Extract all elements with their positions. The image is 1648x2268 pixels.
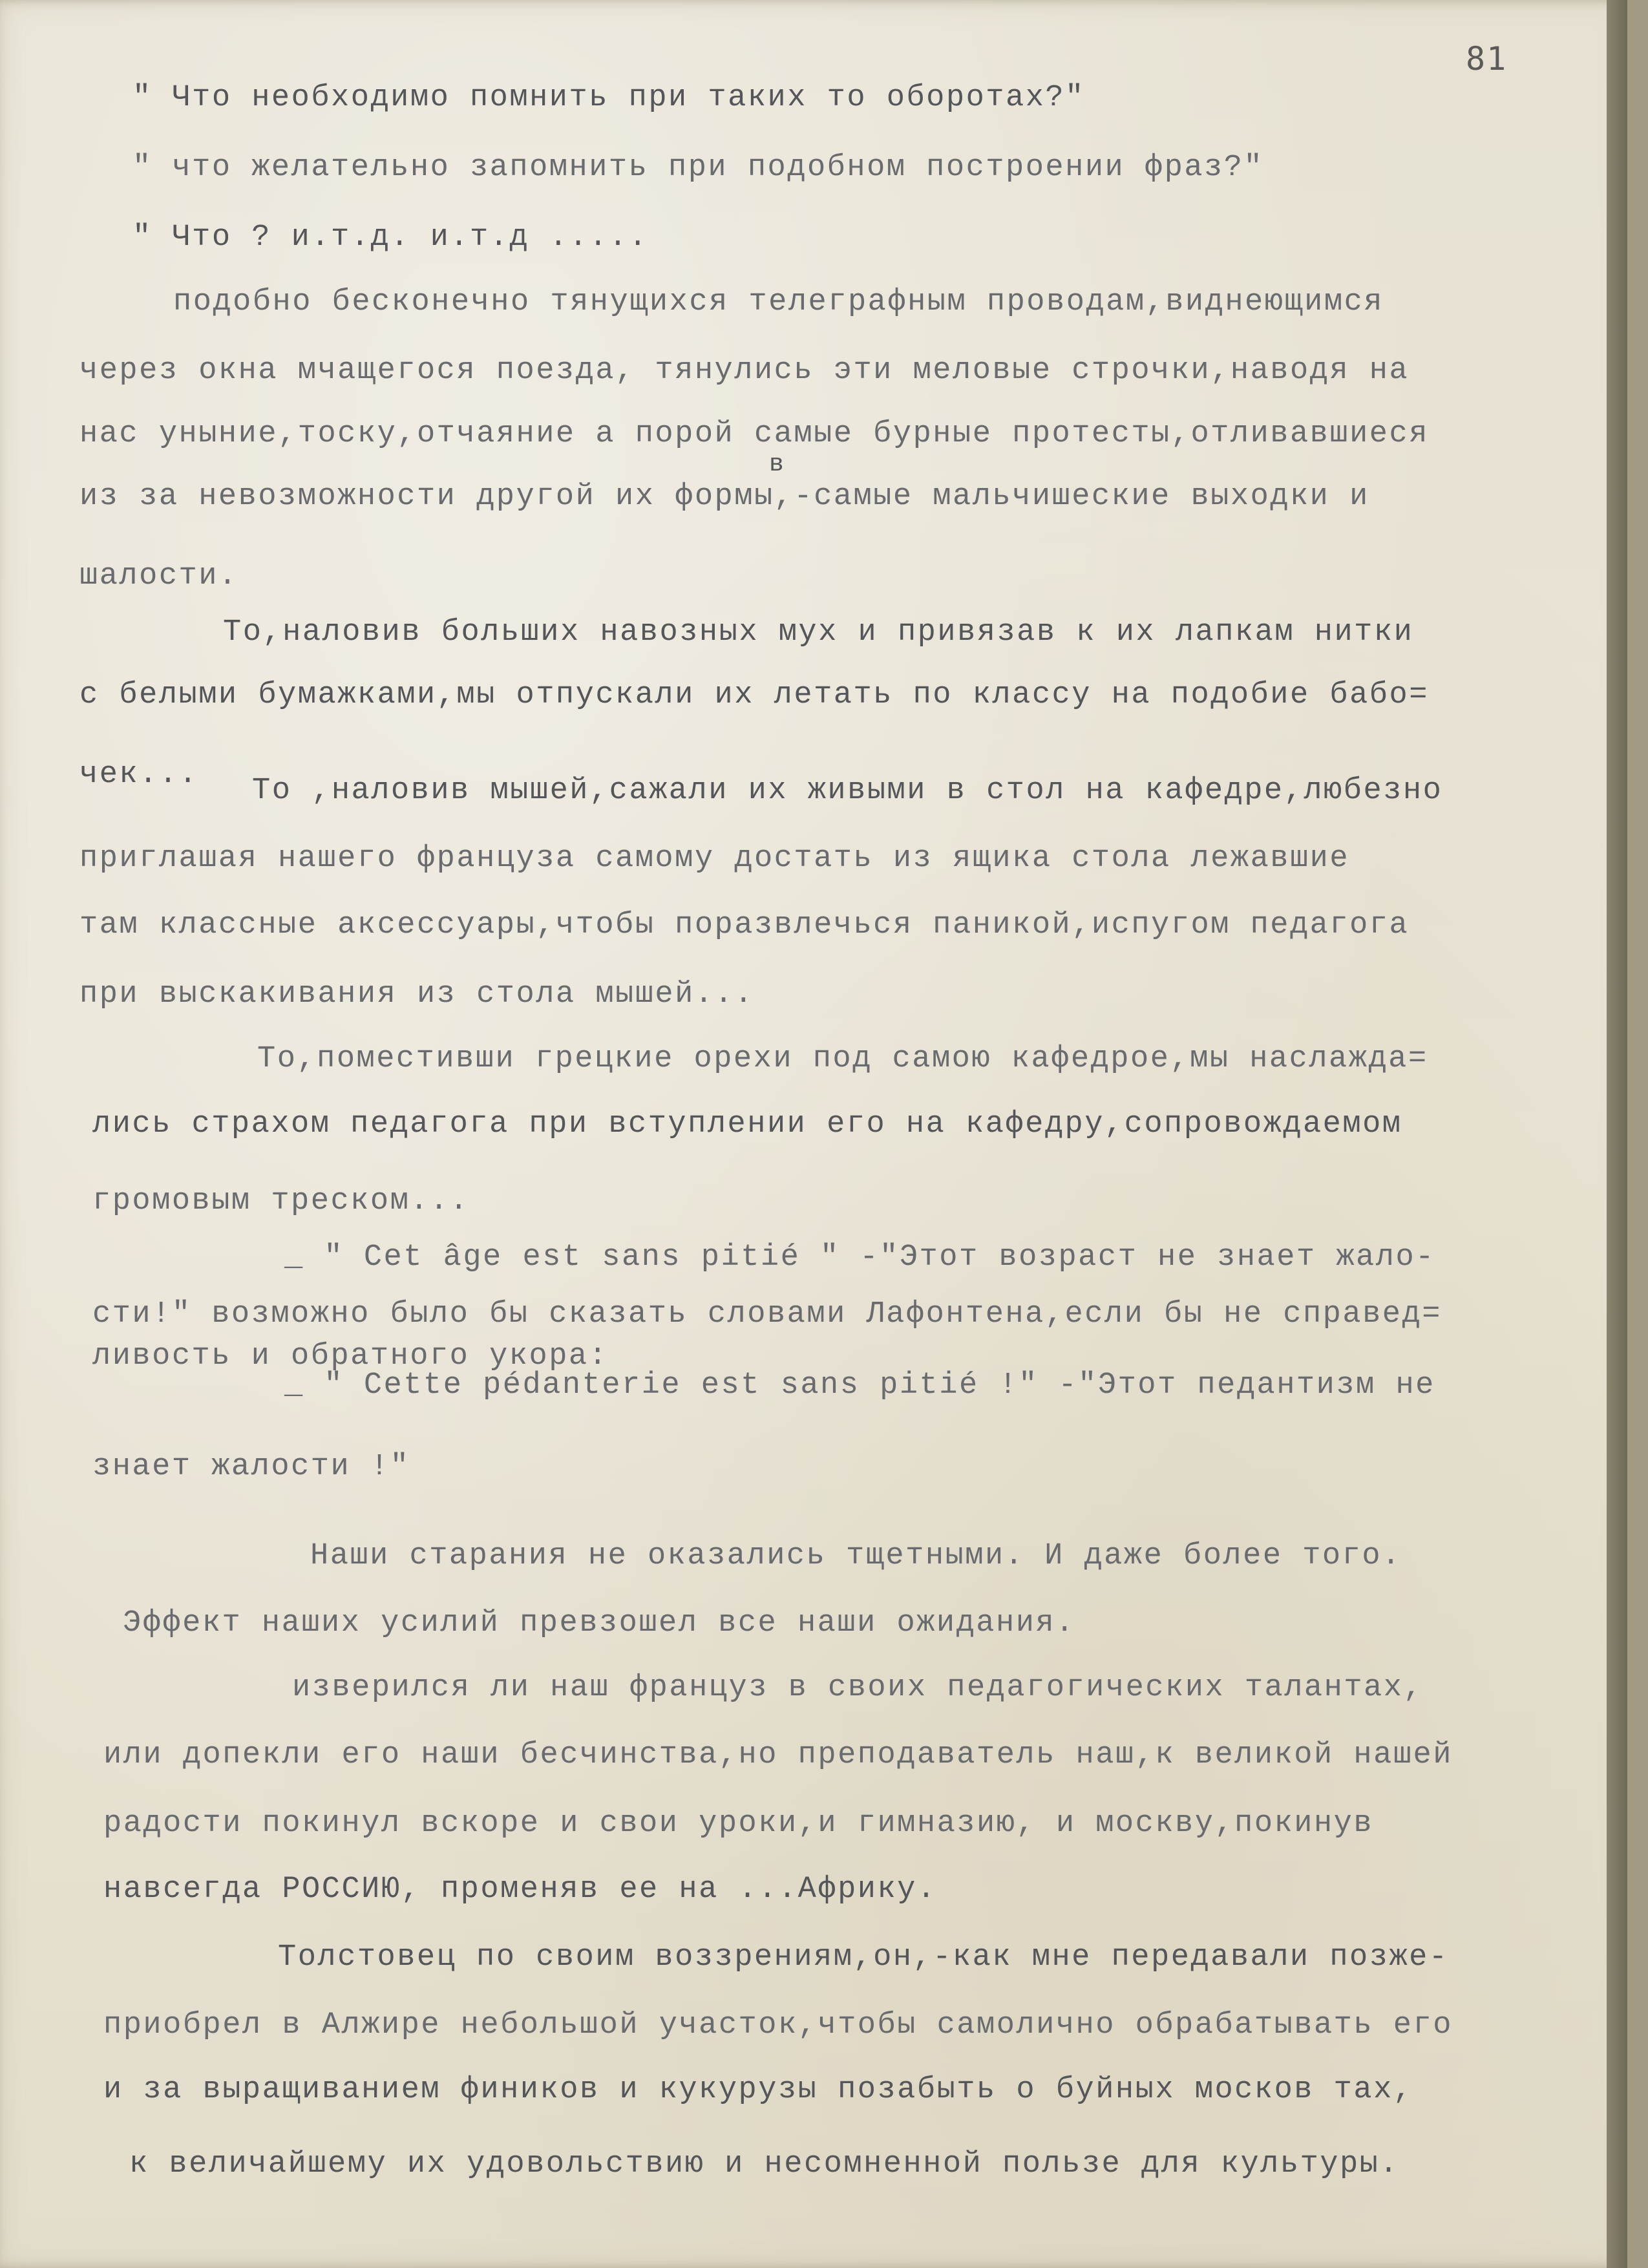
text-line: ливость и обратного укора: (92, 1339, 609, 1373)
text-line: при выскакивания из стола мышей... (79, 977, 754, 1012)
text-line: приобрел в Алжире небольшой участок,чтобы самолично обрабатывать его (103, 2008, 1453, 2042)
text-line: " Что ? и.т.д. и.т.д ..... (132, 220, 649, 255)
page-edge-shadow (1607, 0, 1627, 2268)
text-line: То,наловив больших навозных мух и привязав к их лапкам нитки (223, 615, 1414, 650)
text-line: или допекли его наши бесчинства,но преподаватель наш,к великой нашей (103, 1738, 1453, 1772)
text-line: радости покинул вскоре и свои уроки,и гимназию, и москву,покинув (103, 1807, 1374, 1841)
text-line: То,поместивши грецкие орехи под самою кафедрое,мы наслажда= (257, 1042, 1428, 1076)
text-line: шалости. (79, 559, 238, 593)
text-line: Эффект наших усилий превзошел все наши ожидания. (123, 1606, 1075, 1640)
text-line: из за невозможности другой их формы,-самые мальчишеские выходки и (79, 480, 1369, 514)
text-line: навсегда РОССИЮ, променяв ее на ...Африку. (103, 1872, 937, 1907)
text-line: чек... (79, 758, 199, 792)
text-line: к величайшему их удовольствию и несомненной пользе для культуры. (129, 2147, 1400, 2181)
text-line: " что желательно запомнить при подобном построении фраз?" (132, 151, 1264, 185)
text-line: лись страхом педагога при вступлении его на кафедру,сопровождаемом (92, 1107, 1402, 1141)
text-line: " Что необходимо помнить при таких то оборотах?" (132, 81, 1085, 115)
text-line: приглашая нашего француза самому достать из ящика стола лежавшие (79, 842, 1350, 876)
text-line: Толстовец по своим воззрениям,он,-как мне передавали позже- (278, 1940, 1449, 1975)
text-line: там классные аксессуары,чтобы поразвлечься паникой,испугом педагога (79, 908, 1410, 942)
inserted-letter: в (769, 450, 785, 478)
text-line: изверился ли наш француз в своих педагогических талантах, (292, 1671, 1424, 1705)
quote-line-french: _ " Cet âge est sans pitié " -"Этот возраст не знает жало- (284, 1240, 1435, 1275)
text-line: Наши старания не оказались тщетными. И даже более того. (310, 1539, 1402, 1573)
text-line: громовым треском... (92, 1184, 470, 1218)
page-number: 81 (1466, 40, 1508, 78)
text-line: нас уныние,тоску,отчаяние а порой самые бурные протесты,отливавшиеся (79, 417, 1429, 451)
quote-line-french: _ " Cette pédanterie est sans pitié !" -"Этот педантизм не (284, 1368, 1435, 1403)
text-line: подобно бесконечно тянущихся телеграфным проводам,виднеющимся (173, 285, 1384, 319)
text-line: сти!" возможно было бы сказать словами Лафонтена,если бы не справед= (92, 1297, 1442, 1331)
text-line: через окна мчащегося поезда, тянулись эти меловые строчки,наводя на (79, 354, 1410, 388)
text-line: и за выращиванием фиников и кукурузы позабыть о буйных москов тах, (103, 2073, 1413, 2107)
text-line: знает жалости !" (92, 1450, 410, 1484)
text-line: с белыми бумажками,мы отпускали их летать по классу на подобие бабо= (79, 678, 1429, 712)
text-line: То ,наловив мышей,сажали их живыми в стол на кафедре,любезно (252, 774, 1443, 808)
